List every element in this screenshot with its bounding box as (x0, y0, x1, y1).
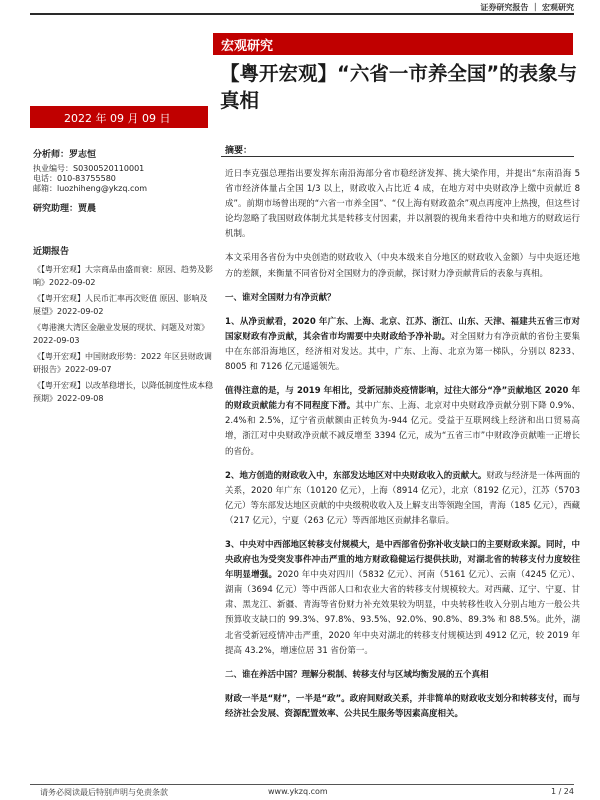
bold-lead: 3、中央对中西部地区转移支付规模大，是中西部省份弥补收支缺口的主要财政来源。同时，中央政府也为受突发事件冲击严重的地方财政稳健运行提供扶助，对湖北省的转移支付力度较往年明显增强。 (225, 539, 580, 581)
report-date: 2022 年 09 月 09 日 (64, 112, 171, 125)
email-address[interactable]: 邮箱：luozhiheng@ykzq.com (33, 183, 148, 193)
paragraph-text: 2020 年中央对四川（5832 亿元）、河南（5161 亿元）、云南（4245 亿元）、湖南（3694 亿元）等中西部人口和农业大省的转移支付规模较大。对西藏、辽宁、宁夏、甘肃、黑龙江、新疆、青海等省份财力补充效果较为明显，中央转移性收入分别占地方一般公共预算收支缺口的 99.3%、97.8%、93.5%、92.0%、90.8%、89.3% 和 88.5%。此外，湖北省受新冠疫情冲击严重，2020 年中央对湖北的转移支付规模达到 4912 亿元，较 2019 年提高 43.2%，增速位居 31 省份第一。 (225, 570, 580, 656)
phone-number: 电话：010-83755580 (33, 173, 116, 183)
sidebar (33, 150, 213, 408)
section-label: 宏观研究 (221, 39, 274, 54)
footer-rule (30, 784, 574, 785)
recent-report-item[interactable]: 《【粤开宏观】大宗商品由盛而衰：原因、趋势及影响》2022-09-02 (33, 264, 213, 287)
paragraph-text: 其中广东、上海、北京对中央财政净贡献分别下降 0.9%、2.4%和 2.5%，辽宁省贡献额由正转负为-944 亿元。受益于互联网线上经济和出口贸易高增，浙江对中央财政净贡献不减反增至 3394 亿元，成为“五省三市”中财政净贡献唯一正增长的省份。 (225, 401, 580, 457)
recent-report-item[interactable]: 《粤港澳大湾区金融业发展的现状、问题及对策》2022-09-03 (33, 322, 209, 345)
bold-lead: 值得注意的是，与 2019 年相比，受新冠肺炎疫情影响，过往大部分“净”贡献地区 2020 年的财政贡献能力有不同程度下滑。 (225, 386, 580, 412)
footer-disclaimer: 请务必阅读最后特别声明与免责条款 (40, 788, 168, 797)
footer-url[interactable]: www.ykzq.com (268, 787, 328, 796)
bold-lead: 1、从净贡献看，2020 年广东、上海、北京、江苏、浙江、山东、天津、福建共五省三市对国家财政有净贡献，其余省市均需要中央财政给予净补助。 (225, 316, 580, 342)
recent-report-item[interactable]: 《【粤开宏观】中国财政形势：2022 年区县财政调研报告》2022-09-07 (33, 351, 212, 374)
top-rule (30, 13, 574, 15)
research-assistant: 研究助理：贾晨 (33, 203, 97, 214)
abstract-paragraph: 财政一半是“财”，一半是“政”。政府间财政关系，并非简单的财政收支划分和转移支付，而与经济社会发展、资源配置效率、公共民生服务等因素高度相关。 (225, 693, 580, 719)
report-type-label: 证券研究报告 ｜ 宏观研究 (480, 3, 574, 12)
bold-lead: 2、地方创造的财政收入中，东部发达地区对中央财政收入的贡献大。 (225, 470, 487, 481)
paragraph-text: 对全国财力有净贡献的省份主要集中在东部沿海地区，经济相对发达。其中，广东、上海、北京为第一梯队，分别以 8233、8005 和 7126 亿元遥遥领先。 (225, 331, 580, 373)
abstract-paragraph (225, 538, 580, 659)
section-heading: 一、谁对全国财力有净贡献？ (225, 292, 336, 303)
license-number: 执业编号：S0300520110001 (33, 163, 145, 173)
recent-reports-heading: 近期报告 (33, 247, 70, 257)
analyst-name: 分析师：罗志恒 (33, 150, 97, 160)
paragraph-text: 财政与经济是一体两面的关系，2020 年广东（10120 亿元），上海（8914 亿元），北京（8192 亿元），江苏（5703 亿元）等东部发达地区贡献的中央级税收收入及上解支出等领跑全国，青海（185 亿元），西藏（217 亿元），宁夏（263 亿元）等西部地区贡献排名靠后。 (225, 470, 580, 526)
abstract-paragraph: 本文采用各省份为中央创造的财政收入（中央本级来自分地区的财政收入金额）与中央返还地方的差额，来衡量不同省份对全国财力的净贡献，探讨财力净贡献背后的表象与真相。 (225, 253, 580, 279)
recent-report-item[interactable]: 《【粤开宏观】人民币汇率再次贬值 原因、影响及展望》2022-09-02 (33, 293, 208, 316)
abstract-paragraph: 近日李克强总理指出要发挥东南沿海部分省市稳经济发挥、挑大梁作用，并提出“东南沿海 5 省市经济体量占全国 1/3 以上，财政收入占比近 4 成，在地方对中央财政净上缴中贡献近 8 成”。前期市场曾出现的“六省一市养全国”、“仅上海有财政盈余”观点再度冲上热搜，但这些讨论均忽略了我国财政体制尤其是转移支付因素，并以割裂的视角来看待中央和地方的财政运行机制。 (225, 169, 580, 240)
abstract-paragraph (225, 469, 580, 529)
page-number: 1 / 24 (550, 787, 574, 796)
abstract-body (225, 167, 580, 731)
abstract-rule (221, 156, 574, 157)
abstract-label: 摘要： (225, 146, 253, 156)
abstract-paragraph (225, 315, 580, 375)
abstract-paragraph (225, 384, 580, 459)
report-title: 【粤开宏观】“六省一市养全国”的表象与真相 (220, 62, 578, 112)
section-heading: 二、谁在养活中国？理解分税制、转移支付与区域均衡发展的五个真相 (225, 669, 489, 680)
recent-report-item[interactable]: 《【粤开宏观】以改革稳增长，以降低制度性成本稳预期》2022-09-08 (33, 380, 213, 403)
